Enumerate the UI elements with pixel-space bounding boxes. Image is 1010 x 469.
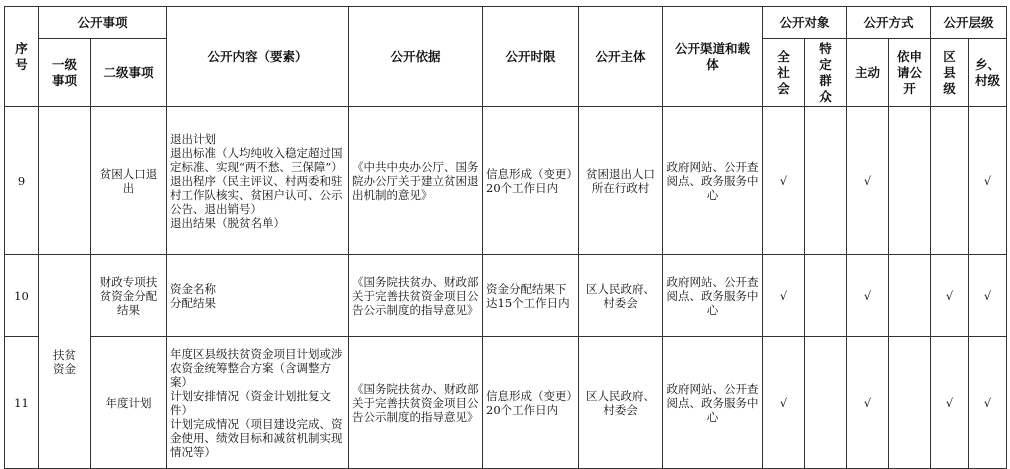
row-basis: 《国务院扶贫办、财政部关于完善扶贫资金项目公告公示制度的指导意见》 xyxy=(349,255,483,337)
row-time-limit: 信息形成（变更）20个工作日内 xyxy=(483,107,579,255)
check-level-village: √ xyxy=(969,337,1007,469)
header-method-apply: 依申请公开 xyxy=(889,39,931,107)
row-seq: 10 xyxy=(5,255,39,337)
content-line: 计划完成情况（项目建设完成、资金使用、绩效目标和减贫机制实现情况等） xyxy=(170,416,343,459)
row-subject: 区人民政府、村委会 xyxy=(579,255,663,337)
row-channel: 政府网站、公开查阅点、政务服务中心 xyxy=(663,337,763,469)
check-method-active: √ xyxy=(847,337,889,469)
header-channel: 公开渠道和载体 xyxy=(663,7,763,107)
check-method-active: √ xyxy=(847,255,889,337)
check-object-specific xyxy=(805,337,847,469)
header-level-village: 乡、村级 xyxy=(969,39,1007,107)
table-row xyxy=(5,107,1007,255)
row-level2: 贫困人口退出 xyxy=(91,107,167,255)
disclosure-table xyxy=(4,6,1007,469)
check-object-all: √ xyxy=(763,255,805,337)
row-basis: 《中共中央办公厅、国务院办公厅关于建立贫困退出机制的意见》 xyxy=(349,107,483,255)
header-subject: 公开主体 xyxy=(579,7,663,107)
check-method-apply xyxy=(889,255,931,337)
table-row xyxy=(5,255,1007,337)
check-level-county xyxy=(931,107,969,255)
header-level2: 二级事项 xyxy=(91,39,167,107)
row-level1: 扶贫资金 xyxy=(39,255,91,469)
check-object-specific xyxy=(805,107,847,255)
content-line: 退出结果（脱贫名单） xyxy=(170,215,286,230)
row-seq: 11 xyxy=(5,337,39,469)
row-subject: 贫困退出人口所在行政村 xyxy=(579,107,663,255)
content-line: 退出程序（民主评议、村两委和驻村工作队核实、贫困户认可、公示公告、退出销号） xyxy=(170,173,343,216)
row-basis: 《国务院扶贫办、财政部关于完善扶贫资金项目公告公示制度的指导意见》 xyxy=(349,337,483,469)
content-line: 分配结果 xyxy=(170,295,217,310)
check-level-county: √ xyxy=(931,255,969,337)
row-channel: 政府网站、公开查阅点、政务服务中心 xyxy=(663,107,763,255)
check-level-county: √ xyxy=(931,337,969,469)
check-method-apply xyxy=(889,337,931,469)
content-line: 退出标准（人均纯收入稳定超过国定标准、实现“两不愁、三保障”） xyxy=(170,145,343,174)
header-seq: 序号 xyxy=(5,7,39,107)
row-seq: 9 xyxy=(5,107,39,255)
row-subject: 区人民政府、村委会 xyxy=(579,337,663,469)
header-object-specific: 特定群众 xyxy=(805,39,847,107)
header-object-all: 全社会 xyxy=(763,39,805,107)
content-line: 年度区县级扶贫资金项目计划或涉农资金统筹整合方案（含调整方案） xyxy=(170,346,343,389)
header-basis: 公开依据 xyxy=(349,7,483,107)
table-row xyxy=(5,337,1007,469)
check-level-village: √ xyxy=(969,107,1007,255)
row-level2: 年度计划 xyxy=(91,337,167,469)
row-content xyxy=(167,107,349,255)
table-body xyxy=(5,107,1007,469)
header-content: 公开内容（要素） xyxy=(167,7,349,107)
header-level1: 一级事项 xyxy=(39,39,91,107)
header-time-limit: 公开时限 xyxy=(483,7,579,107)
check-method-apply xyxy=(889,107,931,255)
row-level2: 财政专项扶贫资金分配结果 xyxy=(91,255,167,337)
row-time-limit: 资金分配结果下达15个工作日内 xyxy=(483,255,579,337)
row-content xyxy=(167,337,349,469)
header-level: 公开层级 xyxy=(931,7,1007,39)
header-method: 公开方式 xyxy=(847,7,931,39)
content-line: 资金名称 xyxy=(170,281,217,296)
header-matters: 公开事项 xyxy=(39,7,167,39)
header-method-active: 主动 xyxy=(847,39,889,107)
check-object-all: √ xyxy=(763,337,805,469)
check-level-village: √ xyxy=(969,255,1007,337)
row-time-limit: 信息形成（变更）20个工作日内 xyxy=(483,337,579,469)
row-level1 xyxy=(39,107,91,255)
table-header xyxy=(5,7,1007,107)
header-object: 公开对象 xyxy=(763,7,847,39)
check-method-active: √ xyxy=(847,107,889,255)
content-line: 退出计划 xyxy=(170,131,217,146)
row-content xyxy=(167,255,349,337)
check-object-specific xyxy=(805,255,847,337)
row-channel: 政府网站、公开查阅点、政务服务中心 xyxy=(663,255,763,337)
check-object-all: √ xyxy=(763,107,805,255)
header-level-county: 区县级 xyxy=(931,39,969,107)
content-line: 计划安排情况（资金计划批复文件） xyxy=(170,388,332,417)
